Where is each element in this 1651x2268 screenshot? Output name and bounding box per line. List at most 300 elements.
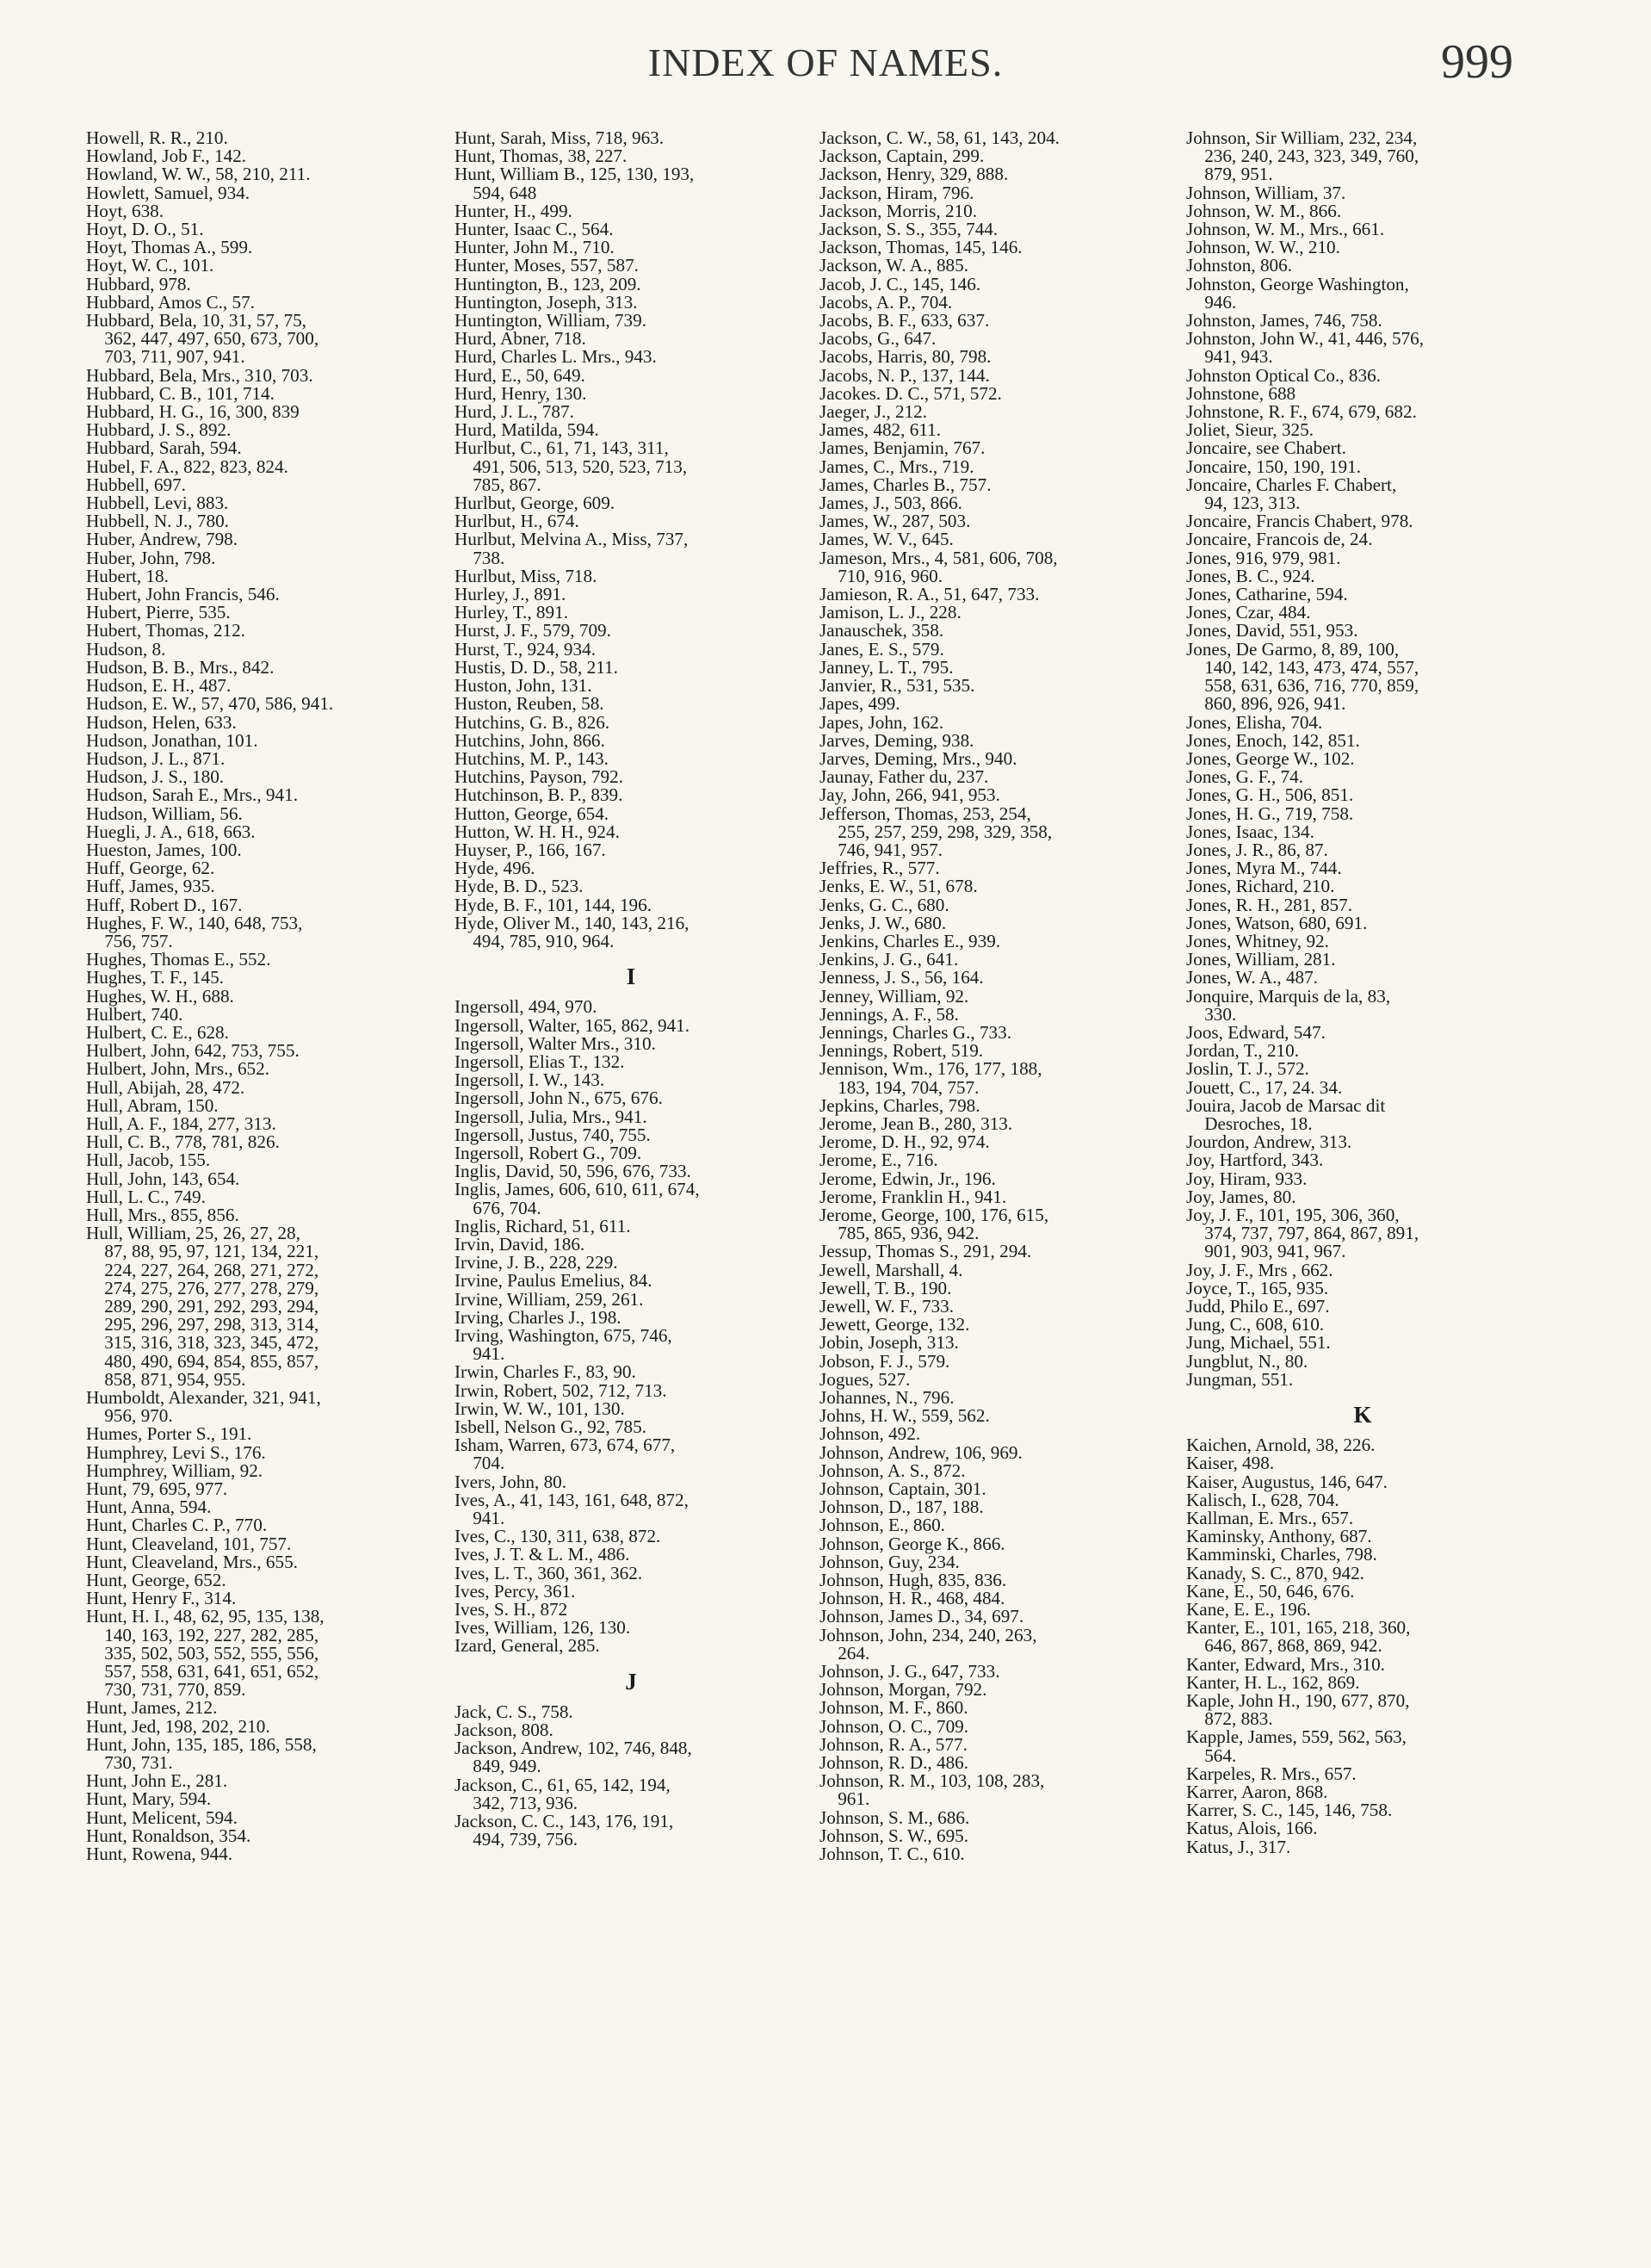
index-entry: Ives, S. H., 872 (454, 1599, 568, 1620)
index-entry: Ingersoll, John N., 675, 676. (454, 1088, 663, 1109)
index-entry: Jewett, George, 132. (819, 1314, 970, 1335)
index-entry: Janauschek, 358. (819, 620, 944, 641)
index-entry: Jones, Isaac, 134. (1186, 821, 1314, 842)
index-entry: Johns, H. W., 559, 562. (819, 1405, 990, 1427)
index-entry: Hubbard, Sarah, 594. (86, 437, 242, 459)
index-entry: Johnson, D., 187, 188. (819, 1497, 984, 1518)
index-entry: Janes, E. S., 579. (819, 638, 944, 660)
index-entry: Jones, Enoch, 142, 851. (1186, 729, 1360, 751)
index-entry: Hoyt, W. C., 101. (86, 255, 214, 276)
index-entry: Kanter, Edward, Mrs., 310. (1186, 1653, 1385, 1675)
index-entry: Inglis, Richard, 51, 611. (454, 1215, 631, 1236)
index-entry: 710, 916, 960. (819, 565, 943, 586)
index-entry: Johnson, James D., 34, 697. (819, 1606, 1024, 1627)
index-entry: 785, 865, 936, 942. (819, 1223, 980, 1244)
index-entry: Jennings, Robert, 519. (819, 1040, 984, 1062)
index-entry: Jacobs, A. P., 704. (819, 291, 953, 313)
index-entry: 494, 739, 756. (454, 1829, 578, 1850)
index-entry: Jackson, 808. (454, 1720, 553, 1741)
index-entry: 879, 951. (1186, 164, 1273, 185)
index-entry: Izard, General, 285. (454, 1635, 600, 1657)
index-entry: Jamieson, R. A., 51, 647, 733. (819, 584, 1040, 605)
index-entry: Hull, L. C., 749. (86, 1186, 206, 1207)
index-entry: Joncaire, 150, 190, 191. (1186, 455, 1362, 477)
index-entry: Jenks, G. C., 680. (819, 894, 949, 915)
index-entry: Jackson, C., 61, 65, 142, 194, (454, 1774, 671, 1795)
index-entry: Jack, C. S., 758. (454, 1701, 573, 1722)
index-entry: Hull, Jacob, 155. (86, 1149, 211, 1171)
index-entry: Hunt, 79, 695, 977. (86, 1478, 228, 1500)
index-entry: 140, 163, 192, 227, 282, 285, (86, 1624, 319, 1645)
index-entry: Howell, R. R., 210. (86, 127, 228, 148)
index-entry: 557, 558, 631, 641, 651, 652, (86, 1661, 319, 1682)
index-entry: Johnson, M. F., 860. (819, 1697, 968, 1719)
index-entry: James, Charles B., 757. (819, 474, 992, 495)
index-entry: 756, 757. (86, 930, 173, 951)
index-entry: 274, 275, 276, 277, 278, 279, (86, 1277, 319, 1298)
index-entry: Jamison, L. J., 228. (819, 602, 962, 623)
index-entry: Jeffries, R., 577. (819, 858, 940, 879)
index-entry: Jacobs, G., 647. (819, 328, 937, 350)
index-entry: Irwin, Robert, 502, 712, 713. (454, 1379, 667, 1401)
index-entry: Hustis, D. D., 58, 211. (454, 656, 618, 678)
index-entry: Jungman, 551. (1186, 1368, 1294, 1390)
index-entry: Hughes, F. W., 140, 648, 753, (86, 912, 303, 933)
index-entry: Johnson, S. W., 695. (819, 1825, 969, 1846)
index-entry: Ingersoll, Justus, 740, 755. (454, 1124, 651, 1145)
index-entry: 858, 871, 954, 955. (86, 1368, 246, 1390)
index-entry: Hurd, E., 50, 649. (454, 364, 585, 386)
index-entry: Jennings, A. F., 58. (819, 1003, 959, 1025)
index-entry: Janvier, R., 531, 535. (819, 675, 975, 697)
index-entry: 494, 785, 910, 964. (454, 930, 615, 951)
index-entry: Jepkins, Charles, 798. (819, 1094, 980, 1116)
index-entry: Hull, Mrs., 855, 856. (86, 1204, 239, 1225)
index-entry: Irwin, Charles F., 83, 90. (454, 1361, 636, 1383)
index-entry: Johnson, William, 37. (1186, 182, 1346, 203)
index-entry: 646, 867, 868, 869, 942. (1186, 1635, 1382, 1657)
index-entry: Jackson, C. W., 58, 61, 143, 204. (819, 127, 1060, 148)
index-entry: Huston, John, 131. (454, 675, 592, 697)
index-entry: Hulbert, 740. (86, 1003, 183, 1025)
index-entry: Joslin, T. J., 572. (1186, 1058, 1309, 1080)
index-entry: Hurlbut, George, 609. (454, 493, 615, 514)
index-entry: Jones, Catharine, 594. (1186, 584, 1348, 605)
index-entry: 730, 731. (86, 1752, 173, 1774)
index-entry: Jackson, C. C., 143, 176, 191, (454, 1811, 674, 1832)
index-entry: 315, 316, 318, 323, 345, 472, (86, 1332, 319, 1354)
index-entry: Johnson, Andrew, 106, 969. (819, 1441, 1023, 1463)
index-entry: 941. (454, 1508, 505, 1529)
index-entry: Jackson, Hiram, 796. (819, 182, 974, 203)
index-entry: Jewell, Marshall, 4. (819, 1259, 963, 1280)
index-entry: Johnson, W. M., 866. (1186, 200, 1342, 221)
index-entry: Hubbard, Bela, 10, 31, 57, 75, (86, 310, 306, 332)
index-entry: Hunt, Ronaldson, 354. (86, 1825, 251, 1846)
index-entry: Hurd, Matilda, 594. (454, 419, 599, 441)
index-entry: Jones, Watson, 680, 691. (1186, 912, 1368, 933)
index-entry: Johnson, J. G., 647, 733. (819, 1661, 1000, 1682)
index-entry: Jacobs, N. P., 137, 144. (819, 364, 990, 386)
index-entry: Joncaire, Francis Chabert, 978. (1186, 511, 1413, 532)
index-entry: Hutchinson, B. P., 839. (454, 784, 623, 806)
index-entry: Kanady, S. C., 870, 942. (1186, 1562, 1364, 1583)
index-entry: 289, 290, 291, 292, 293, 294, (86, 1296, 319, 1317)
index-entry: Jones, Elisha, 704. (1186, 711, 1323, 733)
index-entry: Ives, Percy, 361. (454, 1580, 576, 1602)
index-entry: Hudson, 8. (86, 638, 166, 660)
index-entry: Hunt, Jed, 198, 202, 210. (86, 1715, 270, 1737)
index-entry: Joy, James, 80. (1186, 1186, 1296, 1207)
index-entry: Jogues, 527. (819, 1368, 911, 1390)
index-entry: Katus, J., 317. (1186, 1836, 1291, 1857)
index-entry: Hubbard, J. S., 892. (86, 419, 232, 441)
index-entry: Jarves, Deming, 938. (819, 729, 974, 751)
index-entry: Jones, De Garmo, 8, 89, 100, (1186, 638, 1400, 660)
index-entry: Ingersoll, Robert G., 709. (454, 1142, 642, 1163)
index-entry: Hull, A. F., 184, 277, 313. (86, 1112, 276, 1134)
index-entry: Howlett, Samuel, 934. (86, 182, 250, 203)
index-entry: Johnson, O. C., 709. (819, 1715, 969, 1737)
index-entry: Jones, Richard, 210. (1186, 876, 1335, 897)
index-entry: Jackson, Andrew, 102, 746, 848, (454, 1738, 692, 1759)
index-entry: Desroches, 18. (1186, 1112, 1313, 1134)
index-entry: Inglis, James, 606, 610, 611, 674, (454, 1179, 700, 1200)
index-entry: Jackson, Thomas, 145, 146. (819, 237, 1023, 258)
index-column-3 (819, 129, 1172, 1863)
index-entry: Johannes, N., 796. (819, 1387, 955, 1409)
index-entry: Isbell, Nelson G., 92, 785. (454, 1416, 647, 1438)
index-entry: Joy, Hiram, 933. (1186, 1168, 1308, 1189)
index-entry: Jaeger, J., 212. (819, 401, 928, 423)
index-entry: Jacobs, Harris, 80, 798. (819, 346, 992, 368)
index-entry: Jenney, William, 92. (819, 985, 969, 1007)
index-entry: 946. (1186, 291, 1237, 313)
index-entry: Jacob, J. C., 145, 146. (819, 273, 981, 294)
index-entry: Jonquire, Marquis de la, 83, (1186, 985, 1391, 1007)
index-entry: Jenness, J. S., 56, 164. (819, 967, 984, 988)
index-entry: Hoyt, Thomas A., 599. (86, 237, 253, 258)
index-entry: Hyde, B. F., 101, 144, 196. (454, 894, 652, 915)
index-entry: Hurley, J., 891. (454, 584, 566, 605)
index-entry: Joncaire, Francois de, 24. (1186, 529, 1373, 550)
index-entry: Howland, Job F., 142. (86, 146, 247, 167)
index-entry: Hurst, J. F., 579, 709. (454, 620, 611, 641)
index-entry: Hudson, J. S., 180. (86, 766, 225, 788)
index-entry: 746, 941, 957. (819, 839, 943, 860)
index-column-2 (454, 129, 807, 1849)
index-entry: 140, 142, 143, 473, 474, 557, (1186, 656, 1419, 678)
index-entry: Jackson, S. S., 355, 744. (819, 219, 999, 240)
index-entry: Jacokes. D. C., 571, 572. (819, 382, 1002, 404)
index-entry: 558, 631, 636, 716, 770, 859, (1186, 675, 1419, 697)
index-entry: James, C., Mrs., 719. (819, 455, 974, 477)
index-entry: Huff, George, 62. (86, 858, 215, 879)
index-entry: Hunt, Anna, 594. (86, 1497, 212, 1518)
index-entry: Hubbard, C. B., 101, 714. (86, 382, 275, 404)
index-entry: Hudson, Sarah E., Mrs., 941. (86, 784, 298, 806)
section-letter: I (626, 964, 636, 990)
index-entry: Kane, E. E., 196. (1186, 1599, 1311, 1620)
index-entry: Hunt, Charles C. P., 770. (86, 1515, 268, 1536)
index-entry: Jones, William, 281. (1186, 949, 1336, 970)
index-entry: Hurlbut, C., 61, 71, 143, 311, (454, 437, 669, 459)
index-entry: Japes, John, 162. (819, 711, 944, 733)
index-entry: Jenkins, Charles E., 939. (819, 930, 1001, 951)
index-entry: Humes, Porter S., 191. (86, 1423, 252, 1445)
index-entry: Jourdon, Andrew, 313. (1186, 1131, 1352, 1153)
index-entry: Joy, Hartford, 343. (1186, 1149, 1324, 1171)
index-entry: Hunt, Rowena, 944. (86, 1844, 233, 1865)
index-entry: Kapple, James, 559, 562, 563, (1186, 1726, 1407, 1748)
index-entry: Hunter, Isaac C., 564. (454, 219, 614, 240)
index-entry: Hughes, T. F., 145. (86, 967, 224, 988)
index-entry: Johnson, Captain, 301. (819, 1478, 986, 1500)
index-entry: Hunt, Thomas, 38, 227. (454, 146, 628, 167)
index-entry: 94, 123, 313. (1186, 493, 1301, 514)
index-entry: Hunter, H., 499. (454, 200, 572, 221)
index-entry: Ivers, John, 80. (454, 1471, 567, 1492)
index-entry: Hudson, B. B., Mrs., 842. (86, 656, 275, 678)
index-entry: Hudson, William, 56. (86, 802, 243, 824)
index-entry: Hoyt, D. O., 51. (86, 219, 204, 240)
index-entry: Hunt, Cleaveland, Mrs., 655. (86, 1551, 298, 1572)
index-entry: James, 482, 611. (819, 419, 942, 441)
index-entry: Hunt, William B., 125, 130, 193, (454, 164, 695, 185)
index-entry: Kanter, E., 101, 165, 218, 360, (1186, 1617, 1411, 1639)
index-entry: Jones, David, 551, 953. (1186, 620, 1358, 641)
index-entry: Jerome, George, 100, 176, 615, (819, 1204, 1049, 1225)
index-entry: Jaunay, Father du, 237. (819, 766, 989, 788)
index-entry: Humboldt, Alexander, 321, 941, (86, 1387, 321, 1409)
index-entry: Irvin, David, 186. (454, 1233, 585, 1255)
index-entry: Hurd, Abner, 718. (454, 328, 586, 350)
index-entry: Johnson, R. D., 486. (819, 1752, 969, 1774)
index-entry: Hudson, Jonathan, 101. (86, 729, 258, 751)
index-entry: Hunt, Sarah, Miss, 718, 963. (454, 127, 665, 148)
index-entry: Karpeles, R. Mrs., 657. (1186, 1763, 1357, 1784)
index-entry: 594, 648 (454, 182, 537, 203)
index-entry: Johnston Optical Co., 836. (1186, 364, 1381, 386)
index-entry: Huber, John, 798. (86, 547, 216, 568)
index-entry: Kalisch, I., 628, 704. (1186, 1489, 1339, 1510)
index-entry: Hutchins, G. B., 826. (454, 711, 610, 733)
index-entry: Johnson, Sir William, 232, 234, (1186, 127, 1418, 148)
index-entry: Hutton, George, 654. (454, 802, 609, 824)
index-entry: Jenks, E. W., 51, 678. (819, 876, 978, 897)
index-entry: 491, 506, 513, 520, 523, 713, (454, 455, 688, 477)
index-entry: Hunt, Henry F., 314. (86, 1588, 237, 1609)
index-entry: 676, 704. (454, 1197, 541, 1218)
index-entry: Jarves, Deming, Mrs., 940. (819, 747, 1017, 769)
index-entry: Hudson, Helen, 633. (86, 711, 237, 733)
index-entry: Irvine, William, 259, 261. (454, 1288, 644, 1310)
index-entry: Jerome, E., 716. (819, 1149, 938, 1171)
index-entry: 224, 227, 264, 268, 271, 272, (86, 1259, 319, 1280)
index-entry: Johnstone, R. F., 674, 679, 682. (1186, 401, 1417, 423)
index-entry: Johnson, 492. (819, 1423, 921, 1445)
index-entry: Hunt, John E., 281. (86, 1770, 228, 1792)
index-entry: Jones, G. F., 74. (1186, 766, 1304, 788)
index-entry: Jones, Whitney, 92. (1186, 930, 1329, 951)
index-entry: Jouett, C., 17, 24. 34. (1186, 1076, 1343, 1098)
index-column-4 (1186, 129, 1539, 1856)
index-entry: Huff, James, 935. (86, 876, 215, 897)
index-entry: Huston, Reuben, 58. (454, 693, 604, 715)
index-entry: Hurd, J. L., 787. (454, 401, 574, 423)
index-entry: Hyde, 496. (454, 858, 535, 879)
index-entry: 87, 88, 95, 97, 121, 134, 221, (86, 1241, 319, 1262)
index-entry: 264. (819, 1642, 870, 1664)
index-entry: Huber, Andrew, 798. (86, 529, 238, 550)
index-entry: Hurlbut, Miss, 718. (454, 565, 597, 586)
index-entry: Jackson, Morris, 210. (819, 200, 978, 221)
index-entry: Johnston, John W., 41, 446, 576, (1186, 328, 1425, 350)
index-entry: Jennings, Charles G., 733. (819, 1021, 1012, 1043)
index-entry: 335, 502, 503, 552, 555, 556, (86, 1642, 319, 1664)
index-entry: 374, 737, 797, 864, 867, 891, (1186, 1223, 1419, 1244)
index-entry: Ingersoll, Walter, 165, 862, 941. (454, 1014, 690, 1036)
index-entry: Hubbard, 978. (86, 273, 191, 294)
index-entry: James, J., 503, 866. (819, 493, 962, 514)
index-entry: Ingersoll, Elias T., 132. (454, 1050, 625, 1072)
index-entry: Jerome, Jean B., 280, 313. (819, 1112, 1013, 1134)
index-entry: Hull, C. B., 778, 781, 826. (86, 1131, 280, 1153)
index-entry: Hull, Abijah, 28, 472. (86, 1076, 245, 1098)
index-entry: Hubbell, 697. (86, 474, 186, 495)
index-entry: Jameson, Mrs., 4, 581, 606, 708, (819, 547, 1058, 568)
index-entry: Jobin, Joseph, 313. (819, 1332, 959, 1354)
index-entry: Howland, W. W., 58, 210, 211. (86, 164, 311, 185)
index-entry: Johnson, George K., 866. (819, 1533, 1005, 1554)
index-entry: Ingersoll, Walter Mrs., 310. (454, 1032, 656, 1054)
index-entry: Hubert, John Francis, 546. (86, 584, 280, 605)
index-entry: Johnson, W. W., 210. (1186, 237, 1340, 258)
index-entry: Jackson, Henry, 329, 888. (819, 164, 1009, 185)
index-entry: Hubel, F. A., 822, 823, 824. (86, 455, 288, 477)
section-letter: J (625, 1668, 637, 1695)
index-entry: Jewell, W. F., 733. (819, 1296, 955, 1317)
index-entry: Irvine, Paulus Emelius, 84. (454, 1270, 652, 1292)
index-entry: Jones, George W., 102. (1186, 747, 1355, 769)
index-entry: Hughes, Thomas E., 552. (86, 949, 271, 970)
index-entry: Johnson, W. M., Mrs., 661. (1186, 219, 1385, 240)
index-entry: 236, 240, 243, 323, 349, 760, (1186, 146, 1419, 167)
index-entry: Johnson, Hugh, 835, 836. (819, 1570, 1007, 1591)
index-entry: Jung, C., 608, 610. (1186, 1314, 1325, 1335)
index-entry: Johnson, S. M., 686. (819, 1806, 970, 1828)
index-entry: 901, 903, 941, 967. (1186, 1241, 1346, 1262)
index-entry: Katus, Alois, 166. (1186, 1818, 1318, 1839)
index-entry: Johnson, H. R., 468, 484. (819, 1588, 1005, 1609)
index-entry: Humphrey, Levi S., 176. (86, 1441, 266, 1463)
index-entry: Irving, Washington, 675, 746, (454, 1325, 672, 1346)
index-entry: Jackson, W. A., 885. (819, 255, 969, 276)
index-entry: 480, 490, 694, 854, 855, 857, (86, 1350, 319, 1372)
index-entry: Hurlbut, H., 674. (454, 511, 579, 532)
index-entry: Kaichen, Arnold, 38, 226. (1186, 1435, 1376, 1456)
index-entry: Johnson, T. C., 610. (819, 1844, 965, 1865)
index-entry: Ives, L. T., 360, 361, 362. (454, 1562, 643, 1583)
index-entry: Hudson, E. H., 487. (86, 675, 232, 697)
index-entry: 872, 883. (1186, 1708, 1273, 1730)
index-entry: Hudson, J. L., 871. (86, 747, 226, 769)
index-entry: Jones, H. G., 719, 758. (1186, 802, 1354, 824)
index-entry: 738. (454, 547, 505, 568)
index-entry: Hurst, T., 924, 934. (454, 638, 597, 660)
index-entry: Huntington, B., 123, 209. (454, 273, 641, 294)
index-entry: Hunt, James, 212. (86, 1697, 218, 1719)
index-entry: Inglis, David, 50, 596, 676, 733. (454, 1161, 691, 1182)
index-entry: Hutton, W. H. H., 924. (454, 821, 620, 842)
index-entry: Joy, J. F., Mrs , 662. (1186, 1259, 1333, 1280)
index-entry: 362, 447, 497, 650, 673, 700, (86, 328, 319, 350)
page-header (0, 33, 1651, 93)
index-entry: 330. (1186, 1003, 1237, 1025)
index-entry: Jefferson, Thomas, 253, 254, (819, 802, 1031, 824)
index-entry: Huntington, Joseph, 313. (454, 291, 638, 313)
index-entry: 342, 713, 936. (454, 1792, 578, 1813)
index-entry: Kallman, E. Mrs., 657. (1186, 1508, 1354, 1529)
index-entry: 941, 943. (1186, 346, 1273, 368)
index-entry: Joyce, T., 165, 935. (1186, 1277, 1329, 1298)
index-entry: Jones, G. H., 506, 851. (1186, 784, 1354, 806)
index-entry: Jewell, T. B., 190. (819, 1277, 952, 1298)
index-entry: Hutchins, M. P., 143. (454, 747, 609, 769)
index-entry: Johnston, 806. (1186, 255, 1293, 276)
index-entry: Hughes, W. H., 688. (86, 985, 234, 1007)
page-number: 999 (1441, 35, 1513, 89)
index-entry: Johnson, Morgan, 792. (819, 1679, 987, 1701)
index-entry: Hoyt, 638. (86, 200, 164, 221)
index-entry: Jay, John, 266, 941, 953. (819, 784, 1000, 806)
index-entry: Johnstone, 688 (1186, 382, 1296, 404)
index-entry: Hunter, John M., 710. (454, 237, 615, 258)
index-entry: Irvine, J. B., 228, 229. (454, 1252, 618, 1273)
index-entry: Hubert, 18. (86, 565, 169, 586)
index-entry: Ingersoll, 494, 970. (454, 996, 597, 1018)
index-entry: Jacobs, B. F., 633, 637. (819, 310, 990, 332)
index-entry: Kaiser, Augustus, 146, 647. (1186, 1471, 1388, 1492)
index-entry: Hyde, B. D., 523. (454, 876, 584, 897)
index-entry: Johnson, A. S., 872. (819, 1459, 966, 1481)
index-column-1 (86, 129, 439, 1863)
index-entry: Joy, J. F., 101, 195, 306, 360, (1186, 1204, 1400, 1225)
index-entry: Jung, Michael, 551. (1186, 1332, 1331, 1354)
index-entry: Kane, E., 50, 646, 676. (1186, 1580, 1355, 1602)
index-entry: 564. (1186, 1744, 1237, 1766)
index-entry: Humphrey, William, 92. (86, 1459, 263, 1481)
index-entry: Hurd, Charles L. Mrs., 943. (454, 346, 657, 368)
index-entry: Joncaire, see Chabert. (1186, 437, 1346, 459)
index-entry: 183, 194, 704, 757. (819, 1076, 980, 1098)
index-entry: 704. (454, 1453, 505, 1474)
index-entry: Jones, 916, 979, 981. (1186, 547, 1341, 568)
index-entry: Hubbell, Levi, 883. (86, 493, 229, 514)
index-entry: Hubbard, Amos C., 57. (86, 291, 255, 313)
index-entry: Japes, 499. (819, 693, 900, 715)
index-entry: 703, 711, 907, 941. (86, 346, 245, 368)
index-entry: 785, 867. (454, 474, 541, 495)
index-entry: Karrer, Aaron, 868. (1186, 1782, 1328, 1803)
index-entry: Huegli, J. A., 618, 663. (86, 821, 256, 842)
index-entry: Joncaire, Charles F. Chabert, (1186, 474, 1397, 495)
index-entry: Johnson, E., 860. (819, 1515, 945, 1536)
index-entry: Hueston, James, 100. (86, 839, 242, 860)
index-entry: Hunt, George, 652. (86, 1570, 226, 1591)
index-entry: James, Benjamin, 767. (819, 437, 986, 459)
index-entry: Hubert, Thomas, 212. (86, 620, 245, 641)
